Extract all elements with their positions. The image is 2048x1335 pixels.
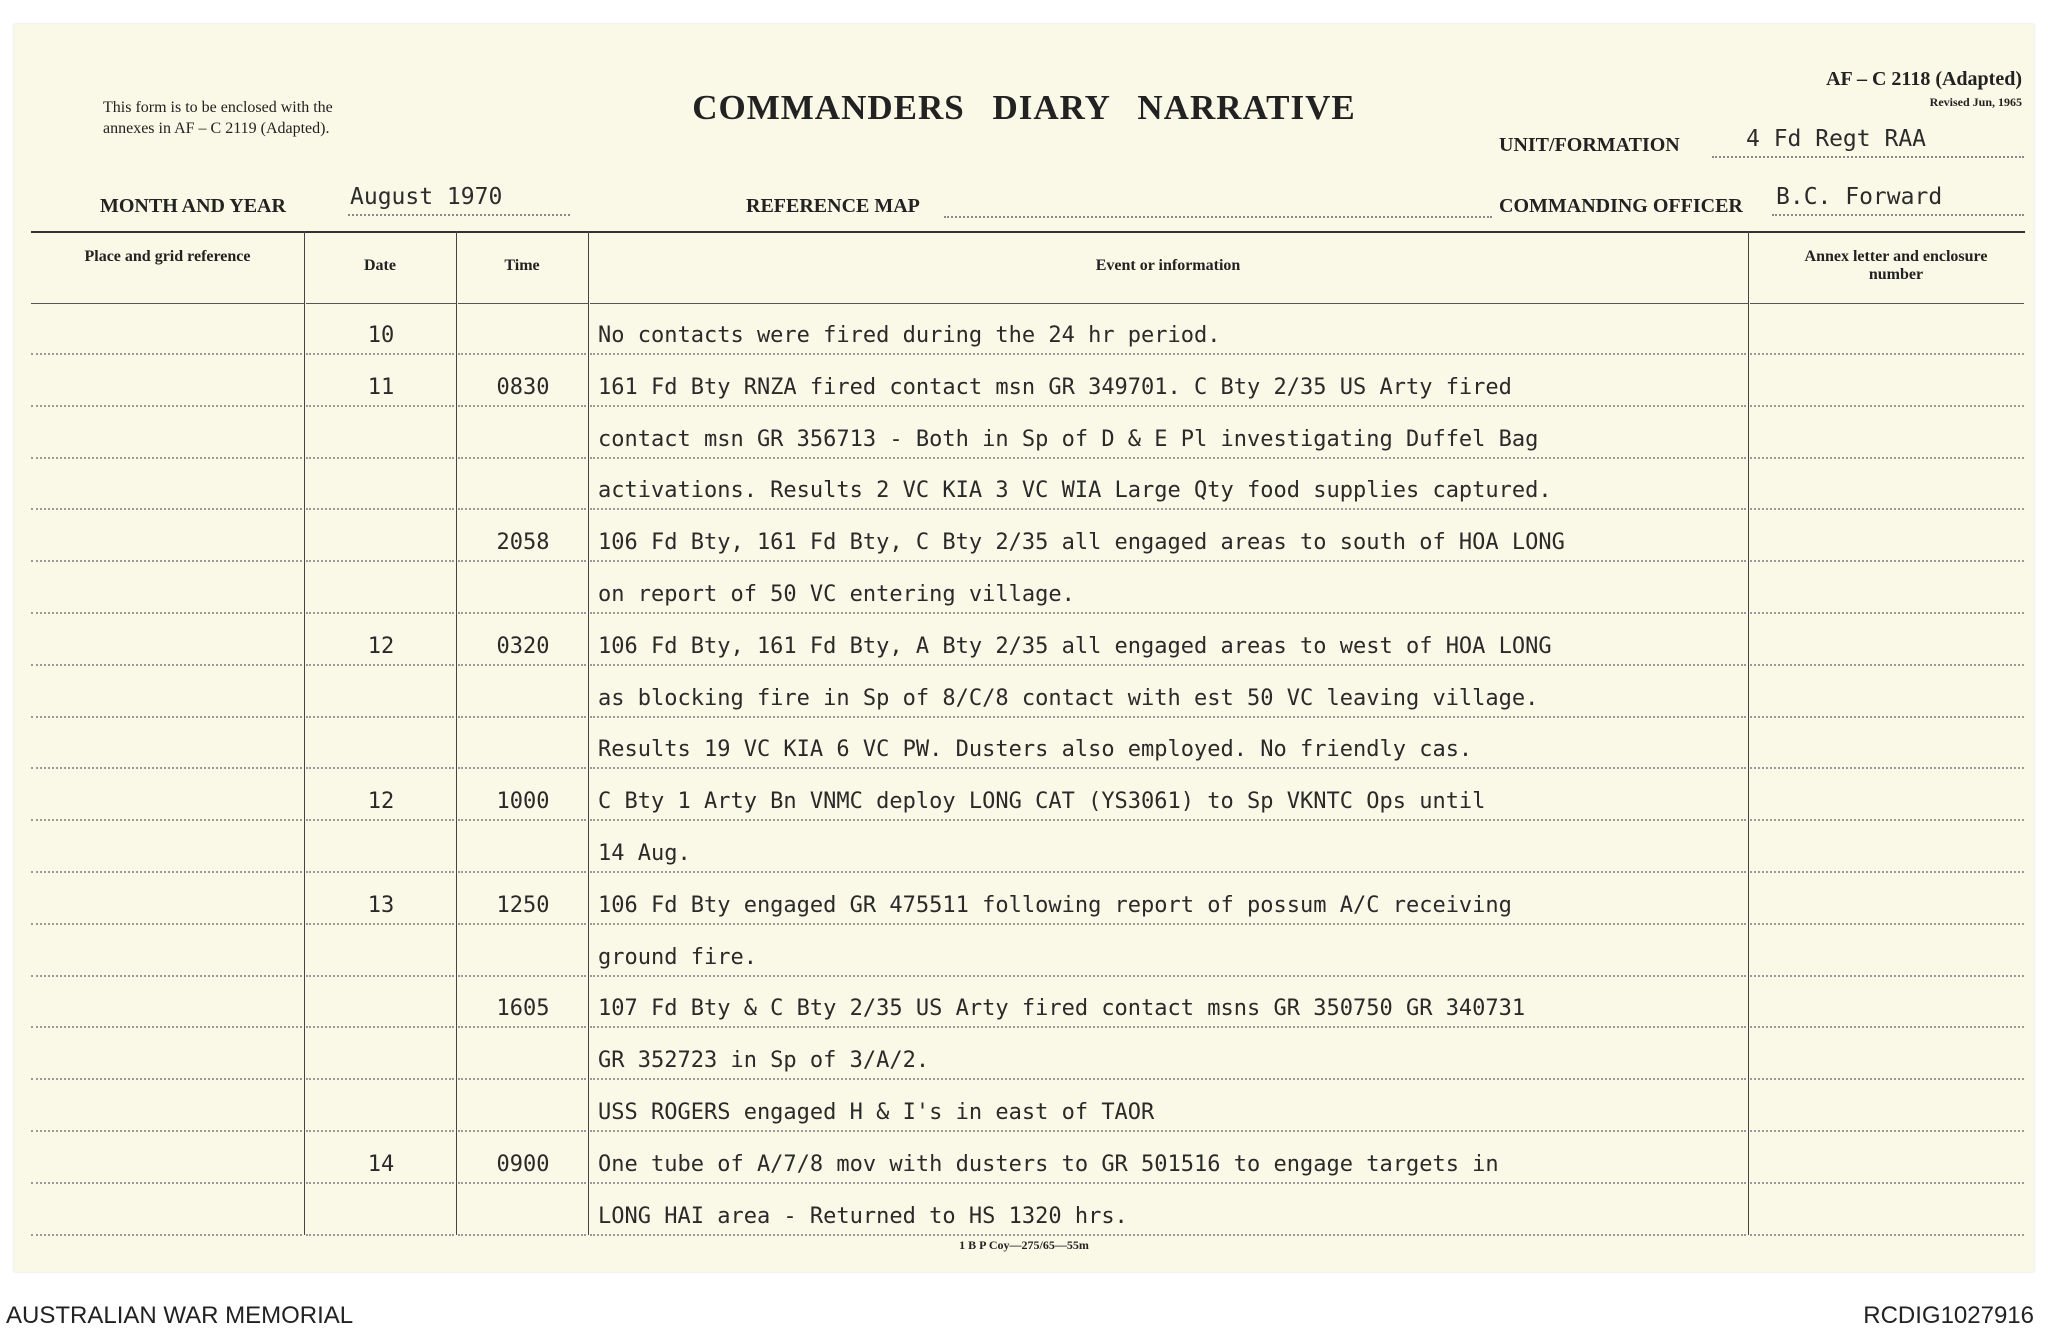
row-rule xyxy=(306,975,454,977)
row-rule xyxy=(458,664,586,666)
row-event: 106 Fd Bty engaged GR 475511 following report of possum A/C receiving xyxy=(598,893,1512,918)
row-rule xyxy=(590,353,1746,355)
row-rule xyxy=(1750,612,2024,614)
row-event: ground fire. xyxy=(598,945,757,970)
row-rule xyxy=(1750,664,2024,666)
row-time: 1000 xyxy=(496,789,550,814)
row-rule xyxy=(590,457,1746,459)
reference-map-field xyxy=(944,188,1492,218)
row-rule xyxy=(1750,405,2024,407)
row-rule xyxy=(1750,560,2024,562)
row-event: One tube of A/7/8 mov with dusters to GR 501516 to engage targets in xyxy=(598,1152,1499,1177)
column-header-date: Date xyxy=(364,257,396,274)
row-rule xyxy=(590,1130,1746,1132)
row-rule xyxy=(1750,1182,2024,1184)
row-event: USS ROGERS engaged H & I's in east of TAOR xyxy=(598,1100,1155,1125)
row-rule xyxy=(306,664,454,666)
row-date: 12 xyxy=(367,634,395,659)
row-rule xyxy=(458,767,586,769)
row-rule xyxy=(1750,1130,2024,1132)
header-rule-date xyxy=(306,303,456,304)
row-rule xyxy=(306,1130,454,1132)
row-time: 2058 xyxy=(496,530,550,555)
row-event: 14 Aug. xyxy=(598,841,691,866)
row-rule xyxy=(31,923,302,925)
row-rule xyxy=(1750,1234,2024,1236)
column-divider-time xyxy=(588,231,589,1235)
row-date: 13 xyxy=(367,893,395,918)
row-rule xyxy=(306,767,454,769)
row-rule xyxy=(458,871,586,873)
header-rule-annex xyxy=(1750,303,2024,304)
row-event: 106 Fd Bty, 161 Fd Bty, C Bty 2/35 all engaged areas to south of HOA LONG xyxy=(598,530,1565,555)
row-rule xyxy=(1750,1026,2024,1028)
row-rule xyxy=(306,1078,454,1080)
row-rule xyxy=(458,1078,586,1080)
row-rule xyxy=(306,353,454,355)
commanding-officer-label: COMMANDING OFFICER xyxy=(1499,195,1743,217)
column-divider-place xyxy=(304,231,305,1235)
footer-archive-name: AUSTRALIAN WAR MEMORIAL xyxy=(6,1302,354,1329)
column-divider-event xyxy=(1748,231,1749,1235)
row-rule xyxy=(31,1234,302,1236)
row-rule xyxy=(31,819,302,821)
row-rule xyxy=(31,716,302,718)
commanding-officer-field xyxy=(1772,186,2024,216)
row-rule xyxy=(458,560,586,562)
unit-field xyxy=(1712,128,2024,158)
column-header-time: Time xyxy=(504,257,540,274)
header-rule-time xyxy=(458,303,588,304)
row-rule xyxy=(306,1182,454,1184)
month-year-field xyxy=(348,186,570,216)
row-rule xyxy=(31,1182,302,1184)
form-title: COMMANDERS DIARY NARRATIVE xyxy=(692,88,1356,127)
row-rule xyxy=(458,1234,586,1236)
row-rule xyxy=(458,1182,586,1184)
row-rule xyxy=(306,871,454,873)
row-date: 11 xyxy=(367,375,395,400)
row-rule xyxy=(306,716,454,718)
row-rule xyxy=(306,1234,454,1236)
unit-label: UNIT/FORMATION xyxy=(1499,134,1680,156)
row-rule xyxy=(590,664,1746,666)
row-event: as blocking fire in Sp of 8/C/8 contact with est 50 VC leaving village. xyxy=(598,686,1539,711)
row-rule xyxy=(590,819,1746,821)
row-rule xyxy=(306,1026,454,1028)
row-rule xyxy=(1750,923,2024,925)
row-rule xyxy=(590,923,1746,925)
column-header-annex: Annex letter and enclosure number xyxy=(1804,248,1988,283)
month-year-value: August 1970 xyxy=(350,184,503,210)
row-rule xyxy=(458,716,586,718)
header-rule-place xyxy=(31,303,304,304)
row-rule xyxy=(31,871,302,873)
row-rule xyxy=(1750,457,2024,459)
row-event: 161 Fd Bty RNZA fired contact msn GR 349701. C Bty 2/35 US Arty fired xyxy=(598,375,1512,400)
column-divider-date xyxy=(456,231,457,1235)
unit-value: 4 Fd Regt RAA xyxy=(1746,126,1927,152)
row-rule xyxy=(31,353,302,355)
row-rule xyxy=(590,1234,1746,1236)
row-rule xyxy=(1750,353,2024,355)
row-rule xyxy=(458,1130,586,1132)
row-rule xyxy=(590,560,1746,562)
row-rule xyxy=(31,405,302,407)
row-rule xyxy=(31,1078,302,1080)
row-rule xyxy=(458,975,586,977)
row-rule xyxy=(306,457,454,459)
row-rule xyxy=(306,923,454,925)
row-event: activations. Results 2 VC KIA 3 VC WIA Large Qty food supplies captured. xyxy=(598,478,1552,503)
form-revised-date: Revised Jun, 1965 xyxy=(1929,95,2022,109)
row-date: 12 xyxy=(367,789,395,814)
row-time: 0900 xyxy=(496,1152,550,1177)
row-rule xyxy=(1750,767,2024,769)
row-rule xyxy=(1750,975,2024,977)
row-rule xyxy=(458,405,586,407)
row-time: 1250 xyxy=(496,893,550,918)
row-rule xyxy=(1750,819,2024,821)
header-rule-event xyxy=(590,303,1748,304)
row-rule xyxy=(590,1026,1746,1028)
row-event: Results 19 VC KIA 6 VC PW. Dusters also employed. No friendly cas. xyxy=(598,737,1473,762)
row-rule xyxy=(458,457,586,459)
row-rule xyxy=(590,1182,1746,1184)
row-rule xyxy=(31,664,302,666)
row-rule xyxy=(590,871,1746,873)
row-rule xyxy=(1750,871,2024,873)
commanding-officer-value: B.C. Forward xyxy=(1776,184,1943,210)
row-rule xyxy=(590,405,1746,407)
row-rule xyxy=(306,560,454,562)
row-rule xyxy=(590,716,1746,718)
row-rule xyxy=(458,819,586,821)
row-date: 14 xyxy=(367,1152,395,1177)
row-rule xyxy=(306,508,454,510)
row-time: 1605 xyxy=(496,996,550,1021)
row-rule xyxy=(458,612,586,614)
table-top-rule xyxy=(31,231,2025,233)
row-rule xyxy=(306,612,454,614)
row-event: C Bty 1 Arty Bn VNMC deploy LONG CAT (YS3061) to Sp VKNTC Ops until xyxy=(598,789,1486,814)
row-event: 107 Fd Bty & C Bty 2/35 US Arty fired contact msns GR 350750 GR 340731 xyxy=(598,996,1526,1021)
row-rule xyxy=(31,560,302,562)
row-time: 0830 xyxy=(496,375,550,400)
row-rule xyxy=(31,1026,302,1028)
footer-record-id: RCDIG1027916 xyxy=(1863,1302,2034,1329)
row-rule xyxy=(458,1026,586,1028)
row-rule xyxy=(1750,716,2024,718)
row-rule xyxy=(458,353,586,355)
row-event: No contacts were fired during the 24 hr period. xyxy=(598,323,1221,348)
month-year-label: MONTH AND YEAR xyxy=(100,195,286,217)
row-event: GR 352723 in Sp of 3/A/2. xyxy=(598,1048,930,1073)
form-number: AF – C 2118 (Adapted) xyxy=(1826,68,2022,90)
row-rule xyxy=(31,508,302,510)
column-header-place: Place and grid reference xyxy=(84,248,251,265)
row-rule xyxy=(306,819,454,821)
row-rule xyxy=(31,457,302,459)
row-rule xyxy=(590,612,1746,614)
row-rule xyxy=(458,508,586,510)
row-rule xyxy=(1750,508,2024,510)
printer-imprint: 1 B P Coy—275/65—55m xyxy=(959,1238,1089,1252)
row-time: 0320 xyxy=(496,634,550,659)
row-event: on report of 50 VC entering village. xyxy=(598,582,1075,607)
row-rule xyxy=(590,508,1746,510)
form-note-line2: annexes in AF – C 2119 (Adapted). xyxy=(103,120,330,137)
reference-map-label: REFERENCE MAP xyxy=(746,195,920,217)
row-rule xyxy=(590,767,1746,769)
row-rule xyxy=(31,612,302,614)
row-rule xyxy=(1750,1078,2024,1080)
row-rule xyxy=(590,1078,1746,1080)
row-rule xyxy=(306,405,454,407)
row-event: LONG HAI area - Returned to HS 1320 hrs. xyxy=(598,1204,1128,1229)
row-date: 10 xyxy=(367,323,395,348)
row-rule xyxy=(458,923,586,925)
row-rule xyxy=(31,767,302,769)
row-rule xyxy=(31,1130,302,1132)
column-header-event: Event or information xyxy=(1095,257,1241,274)
row-rule xyxy=(590,975,1746,977)
form-note-line1: This form is to be enclosed with the xyxy=(103,99,333,116)
row-event: 106 Fd Bty, 161 Fd Bty, A Bty 2/35 all engaged areas to west of HOA LONG xyxy=(598,634,1552,659)
row-event: contact msn GR 356713 - Both in Sp of D & E Pl investigating Duffel Bag xyxy=(598,427,1539,452)
row-rule xyxy=(31,975,302,977)
